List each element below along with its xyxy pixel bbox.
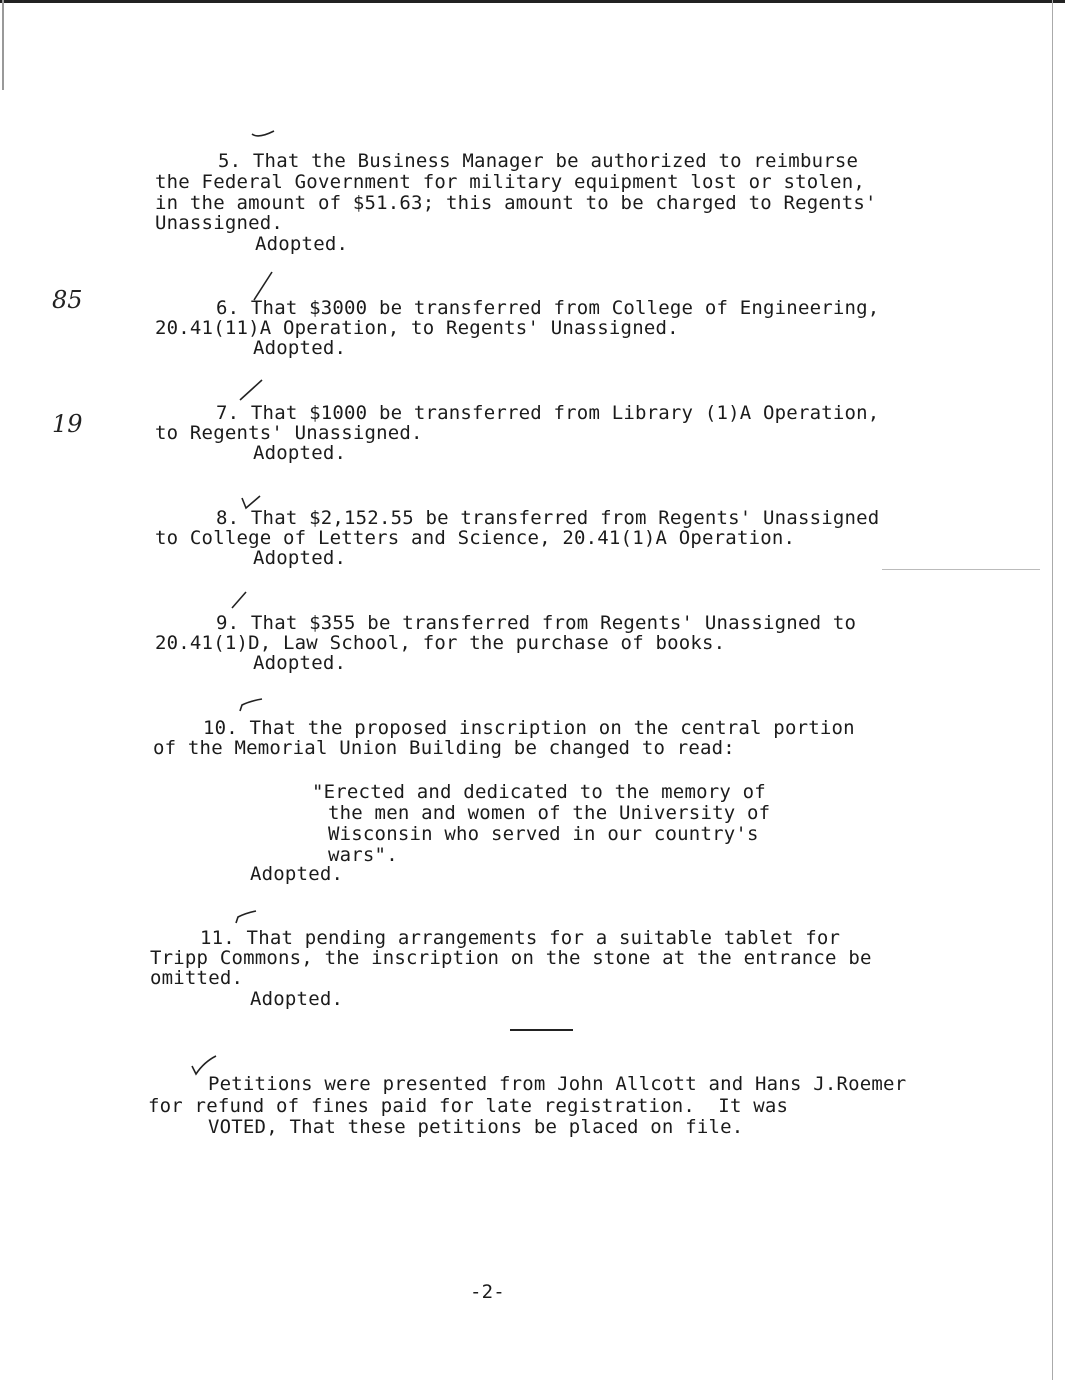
item-5-line-1: 5. That the Business Manager be authorized to reimburse	[218, 150, 859, 172]
item-11-line-2: Tripp Commons, the inscription on the stone at the entrance be	[150, 947, 872, 969]
item-11-line-1: 11. That pending arrangements for a suitable tablet for	[200, 927, 841, 949]
margin-note-19: 19	[52, 410, 83, 438]
inscription-line-3: Wisconsin who served in our country's	[328, 823, 759, 845]
item-7-line-1: 7. That $1000 be transferred from Library (1)A Operation,	[216, 402, 880, 424]
item-10-adopted: Adopted.	[250, 863, 344, 885]
item-5-adopted: Adopted.	[255, 233, 349, 255]
item-6-line-1: 6. That $3000 be transferred from College of Engineering,	[216, 297, 880, 319]
item-5-line-4: Unassigned.	[155, 212, 284, 234]
item-5-line-3: in the amount of $51.63; this amount to be charged to Regents'	[155, 192, 877, 214]
item-8-line-1: 8. That $2,152.55 be transferred from Regents' Unassigned	[216, 507, 880, 529]
check-mark-icon	[238, 697, 264, 713]
item-10-line-1: 10. That the proposed inscription on the central portion	[203, 717, 855, 739]
check-mark-icon	[230, 590, 248, 610]
petitions-line-2: for refund of fines paid for late registration. It was	[148, 1095, 789, 1117]
item-9-line-2: 20.41(1)D, Law School, for the purchase of books.	[155, 632, 726, 654]
item-8-line-2: to College of Letters and Science, 20.41(1)A Operation.	[155, 527, 796, 549]
scan-left-edge	[2, 0, 4, 90]
petitions-line-3: VOTED, That these petitions be placed on file.	[208, 1116, 744, 1138]
item-11-line-3: omitted.	[150, 967, 244, 989]
scan-artifact-line	[882, 569, 1040, 570]
scan-top-edge	[0, 0, 1065, 3]
item-8-adopted: Adopted.	[253, 547, 347, 569]
item-9-adopted: Adopted.	[253, 652, 347, 674]
inscription-line-2: the men and women of the University of	[328, 802, 771, 824]
item-7-adopted: Adopted.	[253, 442, 347, 464]
page-number: -2-	[470, 1281, 505, 1303]
item-9-line-1: 9. That $355 be transferred from Regents' Unassigned to	[216, 612, 857, 634]
margin-note-85: 85	[52, 286, 83, 314]
check-mark-icon	[234, 909, 258, 925]
inscription-line-1: "Erected and dedicated to the memory of	[312, 781, 766, 803]
item-7-line-2: to Regents' Unassigned.	[155, 422, 423, 444]
item-6-line-2: 20.41(11)A Operation, to Regents' Unassigned.	[155, 317, 679, 339]
petitions-line-1: Petitions were presented from John Allcott and Hans J.Roemer	[208, 1073, 907, 1095]
inscription-line-4: wars".	[328, 844, 398, 866]
section-divider	[510, 1029, 573, 1031]
scan-right-edge	[1052, 0, 1053, 1380]
item-6-adopted: Adopted.	[253, 337, 347, 359]
item-11-adopted: Adopted.	[250, 988, 344, 1010]
item-10-line-2: of the Memorial Union Building be changed to read:	[153, 737, 735, 759]
item-5-line-2: the Federal Government for military equipment lost or stolen,	[155, 171, 865, 193]
check-mark-icon	[250, 128, 276, 140]
check-mark-icon	[238, 378, 264, 402]
